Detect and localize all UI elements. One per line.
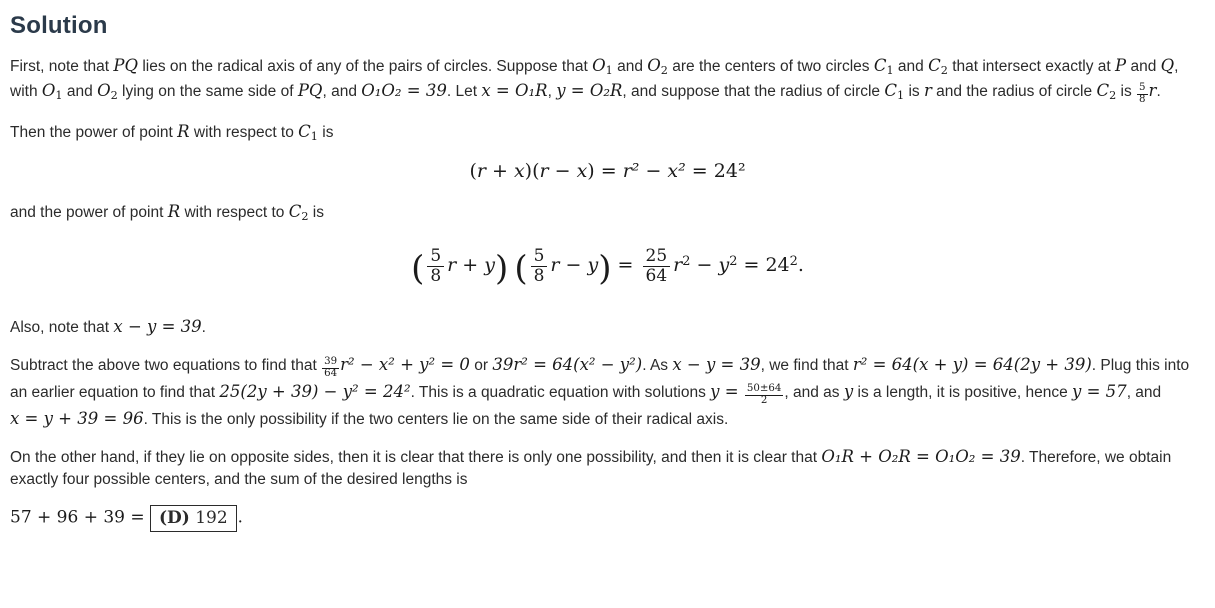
display-equation-2	[10, 247, 1205, 289]
math-p: P	[1115, 56, 1127, 75]
math-r-point: R	[177, 121, 190, 141]
math-o2-b: $O_2$	[97, 80, 118, 102]
text-fragment: . Let	[446, 82, 478, 100]
math-x-minus-y: x − y = 39	[113, 316, 202, 336]
text-fragment: and	[617, 58, 643, 75]
display-equation-1	[10, 160, 1205, 182]
math-r: r	[923, 80, 932, 100]
text-fragment: , and suppose that the radius of circle	[622, 82, 881, 100]
text-fragment: , and	[1126, 383, 1162, 401]
page-title: Solution	[10, 12, 108, 39]
math-c2-d: $C_2$	[288, 202, 309, 224]
text-fragment: Subtract the above two equations to find that	[10, 356, 317, 374]
equation-power-c1: (r + x)(r − x) = r² − x² = 24²	[469, 160, 746, 183]
text-fragment: , we find that	[760, 356, 849, 374]
equation-power-c2: ( $\frac{5}{8}$ r + y) ( $\frac{5}{8}$ r − y) = $\frac{25}{64}$ $r^2 - y^2 = 24^2$.	[411, 246, 804, 289]
text-fragment: . Plug this into an earlier equation to find that	[10, 356, 1190, 401]
text-fragment: is	[322, 123, 334, 141]
math-39r2-equation: 39r² = 64(x² − y²)	[492, 354, 643, 374]
math-final-centers: O₁R + O₂R = O₁O₂ = 39	[821, 446, 1021, 466]
text-fragment: , and as	[784, 383, 840, 401]
math-x-value: x = y + 39 = 96	[10, 408, 144, 428]
text-fragment: Also, note that	[10, 318, 110, 336]
text-fragment: , with	[10, 58, 1179, 100]
paragraph-setup	[10, 54, 1205, 106]
math-c1-d: $C_1$	[298, 121, 318, 143]
text-fragment: is	[1120, 82, 1132, 100]
math-x-minus-y-b: x − y = 39	[672, 354, 761, 374]
answer-choice-value: 192	[195, 507, 228, 528]
text-fragment: and	[66, 82, 93, 100]
text-fragment: . This is a quadratic equation with solutions	[410, 383, 706, 401]
text-fragment: . Therefore, we obtain exactly four possible centers, and the sum of the desired lengths is	[10, 448, 1172, 488]
math-c2-c: $C_2$	[1096, 80, 1117, 102]
math-r-point-b: R	[167, 202, 181, 222]
math-y-symbol: y	[843, 381, 854, 401]
text-fragment: with respect to	[193, 123, 294, 141]
text-fragment: is	[312, 204, 324, 222]
math-c2: $C_2$	[928, 56, 948, 77]
text-fragment: . This is the only possibility if the two centers lie on the same side of their radical axis.	[143, 410, 729, 428]
paragraph-opposite-sides	[10, 445, 1205, 491]
text-fragment: lies on the radical axis of any of the pairs of circles. Suppose that	[142, 58, 588, 75]
math-x-definition: x = O₁R	[481, 80, 548, 100]
text-fragment: First, note that	[10, 58, 110, 75]
math-q: Q	[1160, 56, 1175, 75]
paragraph-power-c1	[10, 120, 1205, 145]
paragraph-power-c2	[10, 200, 1205, 225]
math-final-sum: 57 + 96 + 39 =	[10, 507, 145, 528]
math-o1-b: $O_1$	[41, 80, 63, 102]
math-r2-expression: r² = 64(x + y) = 64(2y + 39)	[852, 354, 1092, 374]
text-fragment: On the other hand, if they lie on opposite sides, then it is clear that there is only one possibility, and then it is clear that	[10, 448, 818, 466]
text-fragment: or	[474, 356, 489, 374]
math-y-definition: y = O₂R	[556, 80, 623, 100]
text-fragment: with respect to	[184, 204, 285, 222]
text-fragment: .	[1156, 82, 1161, 100]
text-fragment: ,	[547, 82, 552, 100]
math-39-over-64-r2: $\frac{39}{64}$ r² − x² + y² = 0	[324, 354, 470, 380]
text-fragment: are the centers of two circles	[672, 58, 870, 75]
math-five-eighths-r: $\frac{5}{8}$ r	[1139, 80, 1157, 105]
math-pq: PQ	[113, 56, 139, 75]
text-fragment: lying on the same side of	[122, 82, 294, 100]
answer-box	[150, 505, 237, 532]
final-answer-line	[10, 505, 1205, 532]
paragraph-subtraction	[10, 353, 1205, 431]
math-solution-y: y = $\frac{50\pm 64}{2}$	[710, 381, 782, 407]
text-fragment: and	[897, 58, 924, 75]
math-c1: $C_1$	[873, 56, 894, 77]
text-fragment: is	[908, 82, 920, 100]
final-period: .	[237, 507, 243, 527]
text-fragment: .	[201, 318, 206, 336]
text-fragment: and the power of point	[10, 204, 164, 222]
math-o1o2-equals-39: O₁O₂ = 39	[361, 80, 447, 100]
paragraph-xy-difference	[10, 315, 1205, 339]
math-o2: $O_2$	[647, 56, 668, 77]
text-fragment: that intersect exactly at	[952, 58, 1111, 75]
text-fragment: and the radius of circle	[936, 82, 1093, 100]
math-c1-c: $C_1$	[884, 80, 905, 102]
text-fragment: . As	[642, 356, 669, 374]
text-fragment: , and	[322, 82, 357, 100]
math-pq-b: PQ	[297, 80, 323, 100]
text-fragment: Then the power of point	[10, 123, 173, 141]
text-fragment: is a length, it is positive, hence	[857, 383, 1068, 401]
math-o1: $O_1$	[592, 56, 613, 77]
math-quadratic-equation: 25(2y + 39) − y² = 24²	[219, 381, 411, 401]
answer-choice-label: (D)	[158, 507, 190, 528]
math-y-value: y = 57	[1072, 381, 1127, 401]
text-fragment: and	[1130, 58, 1157, 75]
